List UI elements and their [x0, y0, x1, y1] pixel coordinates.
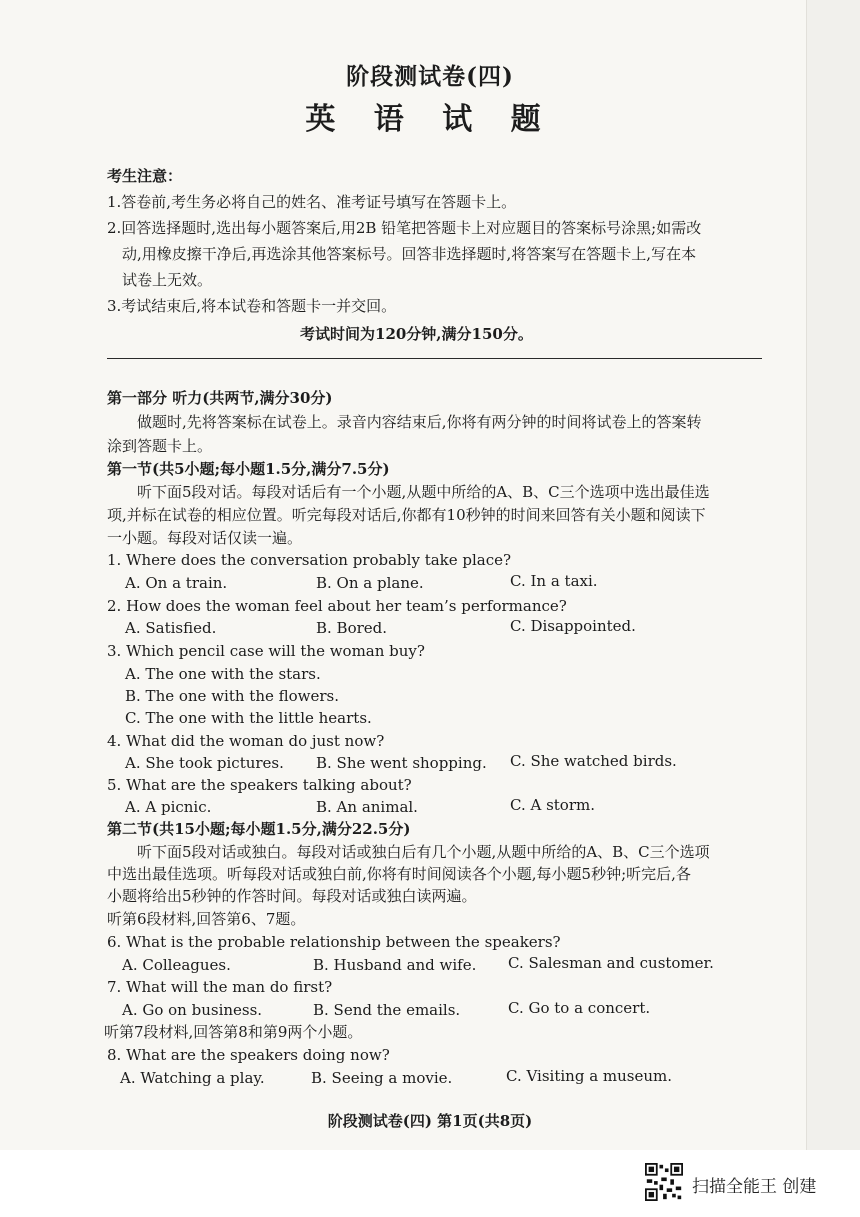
question-2-option-a: A. Satisfied.	[125, 619, 217, 637]
exam-title: 阶段测试卷(四)	[346, 63, 514, 90]
question-7-option-b: B. Send the emails.	[313, 1001, 461, 1019]
question-7-stem: 7. What will the man do first?	[107, 978, 333, 996]
notice-item-3: 3.考试结束后,将本试卷和答题卡一并交回。	[107, 297, 397, 315]
exam-time-note: 考试时间为120分钟,满分150分。	[300, 325, 533, 343]
part1-heading: 第一部分 听力(共两节,满分30分)	[107, 389, 333, 407]
question-5-option-c: C. A storm.	[510, 796, 595, 814]
question-3-option-a: A. The one with the stars.	[125, 665, 321, 683]
question-8-option-c: C. Visiting a museum.	[506, 1067, 673, 1085]
subject-title: 英 语 试 题	[305, 102, 555, 137]
question-7-option-c: C. Go to a concert.	[508, 999, 651, 1017]
question-1-option-a: A. On a train.	[125, 574, 228, 592]
section1-instructions-2: 项,并标在试卷的相应位置。听完每段对话后,你都有10秒钟的时间来回答有关小题和阅读下	[107, 506, 706, 524]
question-4-option-c: C. She watched birds.	[510, 752, 677, 770]
page-footer: 阶段测试卷(四) 第1页(共8页)	[327, 1112, 533, 1130]
section1-instructions: 听下面5段对话。每段对话后有一个小题,从题中所给的A、B、C三个选项中选出最佳选	[137, 483, 710, 501]
part1-intro-cont: 涂到答题卡上。	[107, 437, 213, 455]
question-4-option-a: A. She took pictures.	[125, 754, 284, 772]
question-8-stem: 8. What are the speakers doing now?	[107, 1046, 390, 1064]
material-6-note: 听第6段材料,回答第6、7题。	[107, 910, 306, 928]
question-2-option-b: B. Bored.	[316, 619, 388, 637]
question-6-option-a: A. Colleagues.	[122, 956, 231, 974]
question-2-stem: 2. How does the woman feel about her team’s performance?	[107, 597, 567, 615]
question-4-option-b: B. She went shopping.	[316, 754, 487, 772]
question-6-stem: 6. What is the probable relationship between the speakers?	[107, 933, 561, 951]
part1-intro: 做题时,先将答案标在试卷上。录音内容结束后,你将有两分钟的时间将试卷上的答案转	[137, 413, 702, 431]
notice-item-2: 2.回答选择题时,选出每小题答案后,用2B 铅笔把答题卡上对应题目的答案标号涂黑;如需改	[107, 219, 702, 237]
notice-item-2-end: 试卷上无效。	[122, 271, 213, 289]
question-1-option-b: B. On a plane.	[316, 574, 424, 592]
page-edge	[806, 0, 860, 1150]
notice-heading: 考生注意：	[107, 167, 183, 185]
question-5-stem: 5. What are the speakers talking about?	[107, 776, 412, 794]
question-5-option-a: A. A picnic.	[125, 798, 212, 816]
section2-instructions: 听下面5段对话或独白。每段对话或独白后有几个小题,从题中所给的A、B、C三个选项	[137, 843, 710, 861]
section1-heading: 第一节(共5小题;每小题1.5分,满分7.5分)	[107, 460, 390, 478]
header-divider	[107, 358, 762, 359]
qr-code-icon	[645, 1163, 683, 1201]
question-1-stem: 1. Where does the conversation probably take place?	[107, 551, 512, 569]
question-8-option-b: B. Seeing a movie.	[311, 1069, 453, 1087]
section2-instructions-3: 小题将给出5秒钟的作答时间。每段对话或独白读两遍。	[107, 887, 477, 905]
notice-item-1: 1.答卷前,考生务必将自己的姓名、准考证号填写在答题卡上。	[107, 193, 517, 211]
question-4-stem: 4. What did the woman do just now?	[107, 732, 385, 750]
section2-instructions-2: 中选出最佳选项。听每段对话或独白前,你将有时间阅读各个小题,每小题5秒钟;听完后,各	[107, 865, 691, 883]
question-6-option-b: B. Husband and wife.	[313, 956, 477, 974]
question-1-option-c: C. In a taxi.	[510, 572, 598, 590]
question-8-option-a: A. Watching a play.	[120, 1069, 265, 1087]
question-7-option-a: A. Go on business.	[122, 1001, 263, 1019]
section1-instructions-3: 一小题。每段对话仅读一遍。	[107, 529, 303, 547]
question-5-option-b: B. An animal.	[316, 798, 418, 816]
material-7-note: 听第7段材料,回答第8和第9两个小题。	[104, 1023, 363, 1041]
question-6-option-c: C. Salesman and customer.	[508, 954, 714, 972]
scanner-brand: 扫描全能王 创建	[692, 1177, 817, 1197]
question-3-stem: 3. Which pencil case will the woman buy?	[107, 642, 425, 660]
section2-heading: 第二节(共15小题;每小题1.5分,满分22.5分)	[107, 820, 411, 838]
question-2-option-c: C. Disappointed.	[510, 617, 636, 635]
notice-item-2-cont: 动,用橡皮擦干净后,再选涂其他答案标号。回答非选择题时,将答案写在答题卡上,写在本	[122, 245, 697, 263]
question-3-option-c: C. The one with the little hearts.	[125, 709, 372, 727]
question-3-option-b: B. The one with the flowers.	[125, 687, 340, 705]
